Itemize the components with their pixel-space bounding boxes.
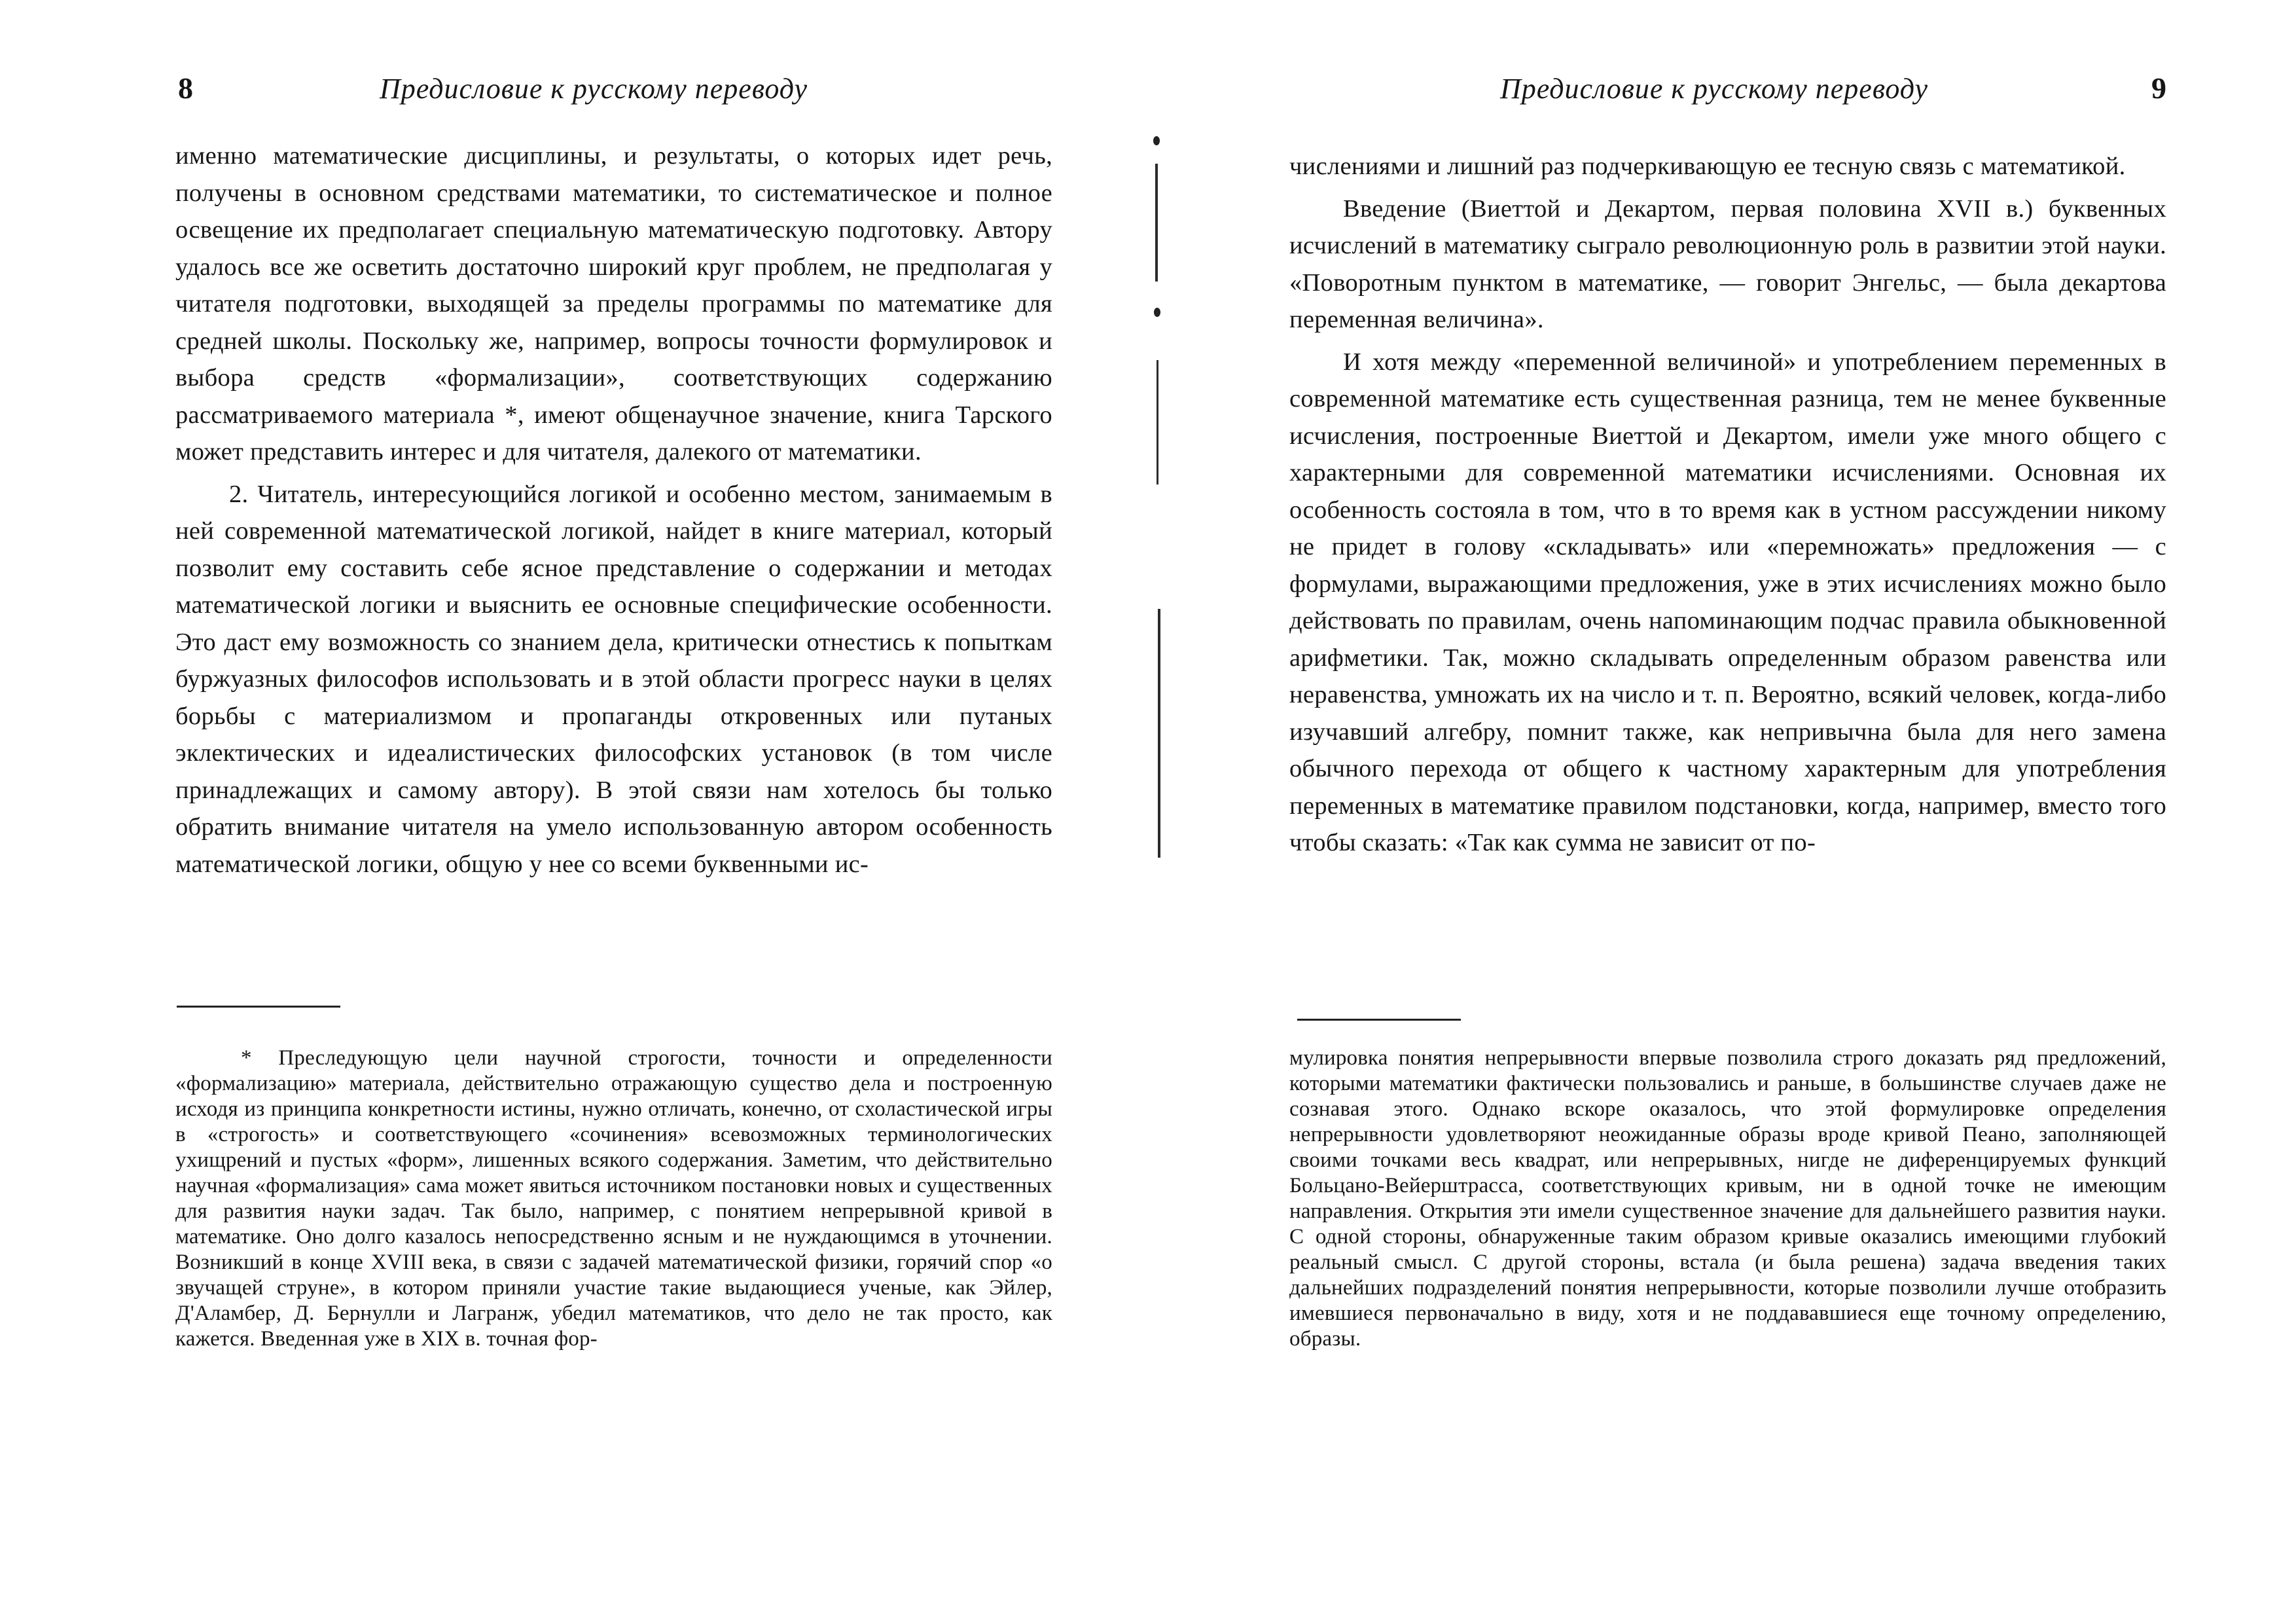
left-footnote-text: * Преследующую цели научной строгости, точности и определенности «формализацию» материала, действительно отражающую существо дела и построенную исходя из принципа конкретности истины, нужно отличать, конечно, от схоластической игры в «строгость» и соответствующего «сочинения» всевозможных терминологических ухищрений и пустых «форм», лишенных всякого содержания. Заметим, что действительно научная «формализация» сама может явиться источником постановки новых и существенных для развития науки задач. Так было, например, с понятием непрерывной кривой в математике. Оно долго казалось непосредственно ясным и не нуждающимся в уточнении. Возникший в конце XVIII века, в связи с задачей математической физики, горячий спор «о звучащей струне», в котором приняли участие такие выдающиеся ученые, как Эйлер, Д'Аламбер, Д. Бернулли и Лагранж, убедил математиков, что дело не так просто, как кажется. Введенная уже в XIX в. точная фор- xyxy=(175,1046,1052,1351)
right-main-text xyxy=(1289,148,2166,862)
right-paragraph-1: числениями и лишний раз подчеркивающую ее тесную связь с математикой. xyxy=(1289,153,2126,180)
left-paragraph-2: 2. Читатель, интересующийся логикой и особенно местом, занимаемым в ней современной математической логикой, найдет в книге материал, который позволит ему составить себе ясное представление о содержании и методах математической логики и выяснить ее основные специфические особенности. Это даст ему возможность со знанием дела, критически отнестись к попыткам буржуазных философов использовать и в этой области прогресс науки в целях борьбы с материализмом и пропаганды откровенных или путаных эклектических и идеалистических философских установок (в том числе принадлежащих и самому автору). В этой связи нам хотелось бы только обратить внимание читателя на умело использованную автором особенность математической логики, общую у нее со всеми буквенными ис- xyxy=(175,480,1052,878)
left-page xyxy=(175,0,1052,1623)
gutter-line xyxy=(1157,360,1158,484)
left-paragraph-1: именно математические дисциплины, и результаты, о которых идет речь, получены в основном средствами математики, то систематическое и полное освещение их предполагает специальную математическую подготовку. Автору удалось все же осветить достаточно широкий круг проблем, не предполагая у читателя подготовки, выходящей за пределы программы по математике для средней школы. Поскольку же, например, вопросы точности формулировок и выбора средств «формализации», соответствующих содержанию рассматриваемого материала *, имеют общенаучное значение, книга Тарского может представить интерес и для читателя, далекого от математики. xyxy=(175,142,1052,465)
right-footnote-text: мулировка понятия непрерывности впервые позволила строго доказать ряд предложений, которыми математики фактически пользовались и раньше, в большинстве случаев даже не сознавая этого. Однако вскоре оказалось, что этой формулировке определения непрерывности удовлетворяют неожиданные образы вроде кривой Пеано, заполняющей своими точками весь квадрат, или непрерывных, нигде не диференцируемых функций Больцано-Вейерштрасса, соответствующих кривым, ни в одной точке не имеющим направления. Открытия эти имели существенное значение для дальнейшего развития науки. С одной стороны, обнаруженные таким образом кривые оказались имеющими глубокий реальный смысл. С другой стороны, встала (и была решена) задача введения таких дальнейших подразделений понятия непрерывности, которые позволили лучше отобразить имевшиеся первоначально в виду, хотя и не поддававшиеся еще точному определению, образы. xyxy=(1289,1046,2166,1351)
right-footnote xyxy=(1289,1046,2166,1352)
left-main-text xyxy=(175,137,1052,883)
right-page xyxy=(1289,0,2166,1623)
left-page-number: 8 xyxy=(178,71,193,105)
right-running-head: Предисловие к русскому переводу xyxy=(1500,73,1928,105)
left-page-header xyxy=(175,71,1052,123)
right-paragraph-3: И хотя между «переменной величиной» и употреблением переменных в современной математике есть существенная разница, тем не менее буквенные исчисления, построенные Виеттой и Декартом, имели уже много общего с характерными для современной математики исчислениями. Основная их особенность состояла в том, что в то время как в устном рассуждении никому не придет в голову «складывать» или «перемножать» предложения — с формулами, выражающими предложения, уже в этих исчислениях можно было действовать по правилам, очень напоминающим подчас правила обыкновенной арифметики. Так, можно складывать определенным образом равенства или неравенства, умножать их на число и т. п. Вероятно, всякий человек, когда-либо изучавший алгебру, помнит также, как непривычна была для него замена обычного перехода от общего к частному характерным для употребления переменных в математике правилом подстановки, когда, например, вместо того чтобы сказать: «Так как сумма не зависит от по- xyxy=(1289,348,2166,856)
right-footnote-rule xyxy=(1297,1019,1461,1021)
left-footnote-rule xyxy=(177,1006,340,1008)
left-running-head: Предисловие к русскому переводу xyxy=(380,73,808,105)
gutter-mark xyxy=(1154,308,1160,317)
gutter-mark xyxy=(1153,136,1160,145)
right-page-number: 9 xyxy=(2151,71,2166,105)
gutter-line xyxy=(1158,609,1160,858)
left-footnote xyxy=(175,1046,1052,1352)
gutter-line xyxy=(1155,164,1158,282)
book-gutter xyxy=(1155,124,1159,858)
right-paragraph-2: Введение (Виеттой и Декартом, первая половина XVII в.) буквенных исчислений в математику сыграло революционную роль в развитии этой науки. «Поворотным пунктом в математике, — говорит Энгельс, — была декартова переменная величина». xyxy=(1289,194,2166,333)
right-page-header xyxy=(1289,71,2166,123)
